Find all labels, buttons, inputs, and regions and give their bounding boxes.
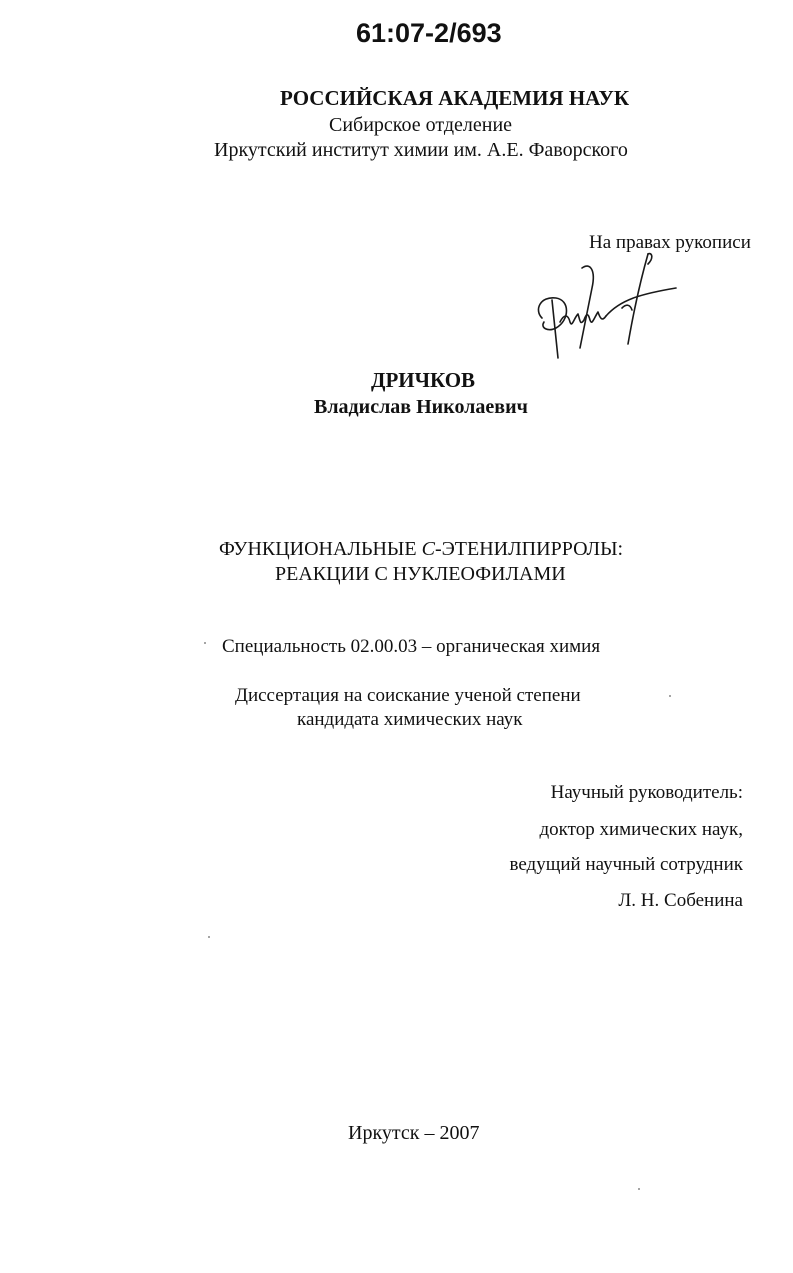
manuscript-rights-note: На правах рукописи	[589, 232, 751, 253]
author-given-names: Владислав Николаевич	[314, 396, 528, 418]
branch-name: Сибирское отделение	[329, 114, 513, 136]
academy-name: РОССИЙСКАЯ АКАДЕМИЯ НАУК	[280, 86, 630, 110]
institute-name: Иркутский институт химии им. А.Е. Фаворского	[214, 139, 628, 161]
author-surname: ДРИЧКОВ	[371, 368, 476, 392]
thesis-degree-line-2: кандидата химических наук	[297, 709, 523, 730]
scan-speck	[208, 936, 210, 938]
scan-speck	[638, 1188, 640, 1190]
title-suffix: -ЭТЕНИЛПИРРОЛЫ:	[434, 538, 624, 560]
supervisor-position: ведущий научный сотрудник	[509, 854, 743, 875]
specialty: Специальность 02.00.03 – органическая химия	[222, 636, 601, 657]
supervisor-label: Научный руководитель:	[550, 782, 743, 803]
scan-speck	[669, 695, 671, 697]
supervisor-name: Л. Н. Собенина	[618, 890, 743, 911]
thesis-degree-line-1: Диссертация на соискание ученой степени	[235, 685, 581, 706]
archive-number: 61:07-2/693	[356, 18, 502, 48]
place-and-year: Иркутск – 2007	[348, 1122, 480, 1144]
title-italic-letter: С	[421, 538, 435, 560]
dissertation-title-line-1	[219, 538, 623, 561]
scan-speck	[204, 642, 206, 644]
dissertation-title-line-2: РЕАКЦИИ С НУКЛЕОФИЛАМИ	[275, 563, 566, 585]
supervisor-degree: доктор химических наук,	[539, 819, 743, 840]
title-prefix: ФУНКЦИОНАЛЬНЫЕ	[219, 538, 422, 560]
author-signature-icon	[530, 248, 690, 366]
